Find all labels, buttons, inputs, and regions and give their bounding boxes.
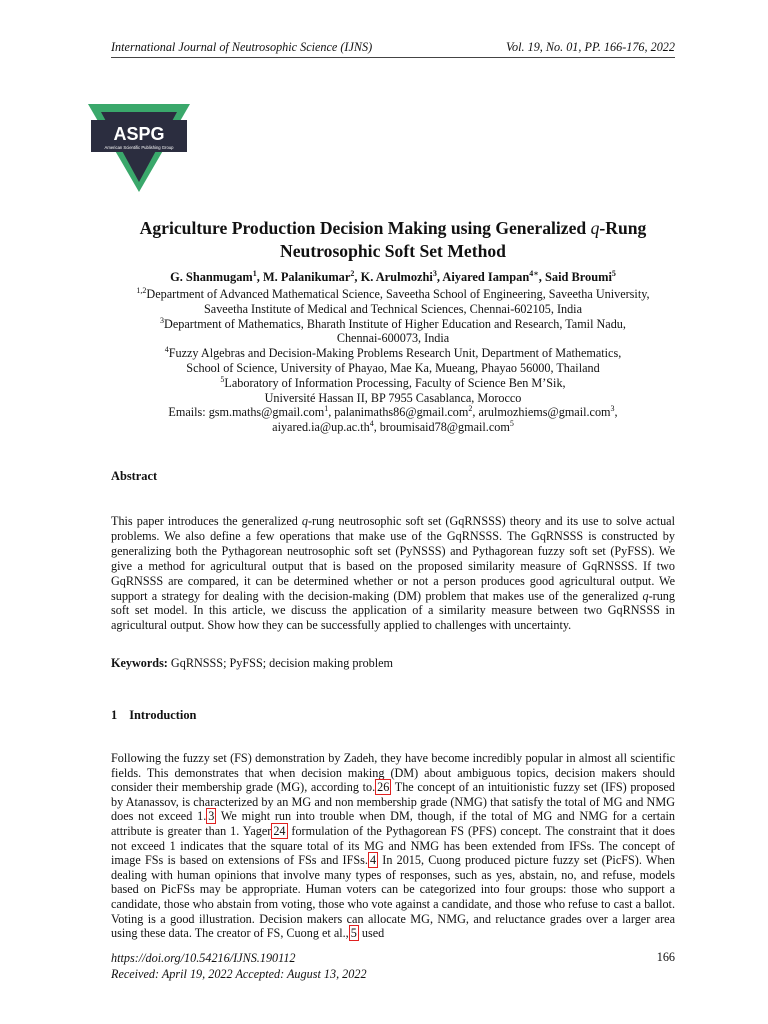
title-line-1: Agriculture Production Decision Making using Generalized q-Rung <box>139 218 647 238</box>
affiliation-4: $^4$Fuzzy Algebras and Decision-Making Problems Research Unit, Department of Mathematics, <box>164 345 622 361</box>
abstract-body: This paper introduces the generalized q-rung neutrosophic soft set (GqRNSSS) theory and its use to solve actual problems. We also define a few operations that make use of the GqRNSSS. The GqRNSSS is constructed by generalizing both the Pythagorean neutrosophic soft set (PyNSSS) and Pythagorean fuzzy soft set (PyFSS). We give a method for agricultural output that is based on the proposed similarity measure of GqRNSSS. If two GqRNSSS are compared, it can be determined whether or not a person produces good agricultural output. We support a strategy for dealing with the decision-making (DM) problem that makes use of the generalized q-rung soft set model. In this article, we discuss the application of a similarity measure between two GqRNSSS in agricultural output. Show how they can be successfully applied to challenges with uncertainty. <box>111 514 675 633</box>
affiliation-1-2: $^{1,2}$Department of Advanced Mathematical Science, Saveetha School of Engineering, Saveetha University, <box>136 285 650 301</box>
running-header <box>111 40 675 55</box>
author: M. Palanikumar <box>262 270 351 284</box>
author-list: G. Shanmugam$^1$, M. Palanikumar$^2$, K. Arulmozhi$^3$, Aiyared Iampan$^{4∗}$, Said Broumi$^5$ <box>170 268 616 284</box>
doi-link[interactable]: https://doi.org/10.54216/IJNS.190112 <box>111 951 296 965</box>
emails-line-1: Emails: gsm.maths@gmail.com$^1$, palanimaths86@gmail.com$^2$, arulmozhiems@gmail.com$^3$, <box>168 404 618 420</box>
citation-link[interactable]: 3 <box>208 809 215 824</box>
citation-link[interactable]: 26 <box>377 780 390 795</box>
citation-link[interactable]: 24 <box>273 823 286 838</box>
affiliations: $^{1,2}$Department of Advanced Mathematical Science, Saveetha School of Engineering, Saveetha University, Saveetha Institute of Medical and Technical Sciences, Chennai-602105, India $^3$Department of Mathematics, Bharath Institute of Higher Education and Research, Tamil Nadu, Chennai-600073, India $^4$Fuzzy Algebras and Decision-Making Problems Research Unit, Department of Mathematics, School of Science, University of Phayao, Mae Ka, Mueang, Phayao 56000, Thailand $^5$Laboratory of Information Processing, Faculty of Science Ben M’Sik, Université Hassan II, BP 7955 Casablanca, Morocco Emails: gsm.maths@gmail.com$^1$, palanimaths86@gmail.com$^2$, arulmozhiems@gmail.com$^3$, $aiyared.ia@up.ac.th^4$, broumisaid78@gmail.com$^5$ <box>100 287 686 435</box>
affiliation-5: $^5$Laboratory of Information Processing, Faculty of Science Ben M’Sik, <box>220 374 566 390</box>
logo-text: ASPG <box>113 124 165 144</box>
emails-line-2: $aiyared.ia@up.ac.th^4$, broumisaid78@gmail.com$^5$ <box>272 419 514 435</box>
paper-title <box>100 217 686 263</box>
page-number: 166 <box>656 950 675 964</box>
header-rule <box>111 57 675 58</box>
author: Aiyared Iampan <box>442 270 530 284</box>
citation-link[interactable]: 5 <box>350 926 357 941</box>
journal-name: International Journal of Neutrosophic Science (IJNS) <box>111 40 373 54</box>
abstract-heading: Abstract <box>111 469 158 483</box>
introduction-body: Following the fuzzy set (FS) demonstration by Zadeh, they have become incredibly popular in almost all scientific fields. This demonstrates that when decision making (DM) about ambiguous topics, decision makers should consider their membership grade (MG), according to. 26 The concept of an intuitionistic fuzzy set (IFS) proposed by Atanassov, is characterized by an MG and non membership grade (NMG) that satisfy the total of MG and NMG does not exceed 1. 3 We might run into trouble when DM, though, if the total of MG and NMG for a certain attribute is greater than 1. Yager 24 formulation of the Pythagorean FS (PFS) concept. The constraint that it does not exceed 1 indicates that the square total of its MG and NMG has been extended from IFSs. The concept of image FSs is based on extensions of FSs and IFSs. 4 In 2015, Cuong produced picture fuzzy set (PicFS). When dealing with human opinions that involve many types of responses, such as yes, abstain, no, and refuse, models based on PicFSs may be appropriate. Human voters can be categorized into four groups: those who support a candidate, those who abstain from voting, those who vote against a candidate, and those who refuse to cast a ballot. Voting is a good illustration. Decision makers can allocate MG, NMG, and reluctance grades over a larger area using these data. The creator of FS, Cuong et al., 5 used <box>111 751 675 941</box>
section-heading-introduction: 1 Introduction <box>111 708 197 722</box>
keywords: Keywords: GqRNSSS; PyFSS; decision making problem <box>111 656 394 670</box>
volume-info: Vol. 19, No. 01, PP. 166-176, 2022 <box>505 40 675 54</box>
received-dates: Received: April 19, 2022 Accepted: August 13, 2022 <box>111 967 367 981</box>
affiliation-3: $^3$Department of Mathematics, Bharath Institute of Higher Education and Research, Tamil Nadu, <box>160 315 626 331</box>
author: Said Broumi <box>544 270 612 284</box>
title-line-2: Neutrosophic Soft Set Method <box>280 241 506 261</box>
footer-info <box>111 950 367 982</box>
aspg-logo <box>88 104 190 192</box>
citation-link[interactable]: 4 <box>369 853 377 868</box>
logo-subtext: American Scientific Publishing Group <box>104 145 174 150</box>
author: G. Shanmugam <box>170 270 253 284</box>
author: K. Arulmozhi <box>360 270 433 284</box>
